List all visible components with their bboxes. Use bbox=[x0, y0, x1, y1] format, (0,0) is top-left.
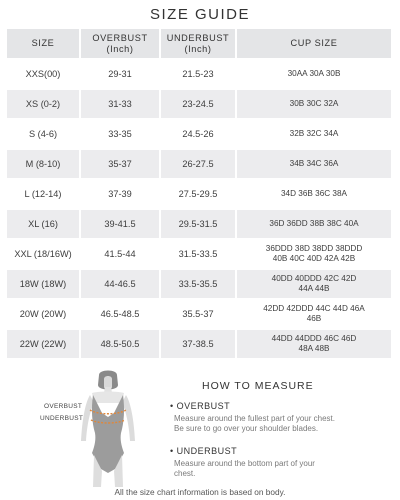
header-underbust-label: UNDERBUST bbox=[166, 32, 230, 43]
header-underbust-unit: (Inch) bbox=[184, 43, 212, 54]
cell-size: 20W (20W) bbox=[7, 300, 81, 330]
cell-cup bbox=[237, 90, 393, 120]
cell-cup bbox=[237, 240, 393, 270]
overbust-description-line-1: Measure around the fullest part of your chest. bbox=[174, 414, 335, 423]
cell-underbust: 35.5-37 bbox=[161, 300, 237, 330]
cell-underbust: 24.5-26 bbox=[161, 120, 237, 150]
cell-size: XXS(00) bbox=[7, 60, 81, 90]
overbust-description-line-2: Be sure to go over your shoulder blades. bbox=[174, 423, 319, 433]
cell-cup bbox=[237, 180, 393, 210]
cell-cup bbox=[237, 60, 393, 90]
page-title: SIZE GUIDE bbox=[149, 6, 250, 23]
bodysuit-figure-icon bbox=[68, 369, 148, 487]
cup-line-1: 36DDD 38D 38DD 38DDD bbox=[265, 243, 363, 253]
cup-line-1: 42DD 42DDD 44C 44D 46A bbox=[263, 303, 365, 313]
cell-overbust: 31-33 bbox=[81, 90, 161, 120]
cell-size: XS (0-2) bbox=[7, 90, 81, 120]
cell-overbust: 29-31 bbox=[81, 60, 161, 90]
cell-underbust: 37-38.5 bbox=[161, 330, 237, 360]
overbust-description bbox=[174, 414, 374, 433]
cup-line-1: 40DD 40DDD 42C 42D bbox=[271, 273, 357, 283]
cell-overbust: 35-37 bbox=[81, 150, 161, 180]
cell-overbust: 39-41.5 bbox=[81, 210, 161, 240]
cell-cup bbox=[237, 150, 393, 180]
cell-overbust: 33-35 bbox=[81, 120, 161, 150]
cup-line-2: 48A 48B bbox=[298, 344, 330, 353]
cell-underbust: 33.5-35.5 bbox=[161, 270, 237, 300]
cell-cup bbox=[237, 270, 393, 300]
header-size: SIZE bbox=[7, 29, 81, 60]
underbust-description-line-1: Measure around the bottom part of your bbox=[174, 459, 315, 468]
underbust-description-line-2: chest. bbox=[174, 468, 196, 478]
cell-overbust: 46.5-48.5 bbox=[81, 300, 161, 330]
cell-underbust: 27.5-29.5 bbox=[161, 180, 237, 210]
cell-underbust: 23-24.5 bbox=[161, 90, 237, 120]
right-arm-shape bbox=[122, 395, 135, 441]
cell-underbust: 26-27.5 bbox=[161, 150, 237, 180]
cell-size: 18W (18W) bbox=[7, 270, 81, 300]
cell-overbust: 48.5-50.5 bbox=[81, 330, 161, 360]
size-table bbox=[7, 29, 393, 360]
cup-line-1: 30AA 30A 30B bbox=[287, 68, 341, 78]
cup-line-1: 30B 30C 32A bbox=[289, 98, 339, 108]
cell-size: XL (16) bbox=[7, 210, 81, 240]
cell-underbust: 29.5-31.5 bbox=[161, 210, 237, 240]
cell-size: S (4-6) bbox=[7, 120, 81, 150]
footer-note: All the size chart information is based on body. bbox=[114, 487, 286, 497]
underbust-description bbox=[174, 459, 374, 478]
cell-overbust: 37-39 bbox=[81, 180, 161, 210]
header-underbust bbox=[161, 29, 237, 60]
header-overbust-label: OVERBUST bbox=[92, 32, 148, 43]
header-overbust bbox=[81, 29, 161, 60]
shoulders-shape bbox=[92, 392, 124, 404]
figure-underbust-label: UNDERBUST bbox=[40, 415, 84, 422]
cell-size: L (12-14) bbox=[7, 180, 81, 210]
cup-line-2: 46B bbox=[306, 314, 322, 323]
cup-line-2: 44A 44B bbox=[298, 284, 330, 293]
cup-line-1: 36D 36DD 38B 38C 40A bbox=[269, 218, 359, 228]
cell-underbust: 21.5-23 bbox=[161, 60, 237, 90]
cup-line-1: 34B 34C 36A bbox=[289, 158, 339, 168]
how-to-measure-title: HOW TO MEASURE bbox=[202, 380, 314, 392]
cell-size: M (8-10) bbox=[7, 150, 81, 180]
cell-underbust: 31.5-33.5 bbox=[161, 240, 237, 270]
figure-overbust-label: OVERBUST bbox=[44, 403, 83, 410]
cup-line-2: 40B 40C 40D 42A 42B bbox=[272, 254, 356, 263]
cell-cup bbox=[237, 120, 393, 150]
cell-size: 22W (22W) bbox=[7, 330, 81, 360]
cell-size: XXL (18/16W) bbox=[7, 240, 81, 270]
cell-overbust: 41.5-44 bbox=[81, 240, 161, 270]
cup-line-1: 44DD 44DDD 46C 46D bbox=[271, 333, 357, 343]
header-overbust-unit: (Inch) bbox=[106, 43, 134, 54]
header-cup-size: CUP SIZE bbox=[237, 29, 393, 60]
cell-overbust: 44-46.5 bbox=[81, 270, 161, 300]
underbust-heading: • UNDERBUST bbox=[170, 446, 238, 456]
cell-cup bbox=[237, 210, 393, 240]
cell-cup bbox=[237, 330, 393, 360]
cup-line-1: 34D 36B 36C 38A bbox=[281, 188, 347, 198]
overbust-heading: • OVERBUST bbox=[170, 401, 231, 411]
cup-line-1: 32B 32C 34A bbox=[289, 128, 339, 138]
cell-cup bbox=[237, 300, 393, 330]
